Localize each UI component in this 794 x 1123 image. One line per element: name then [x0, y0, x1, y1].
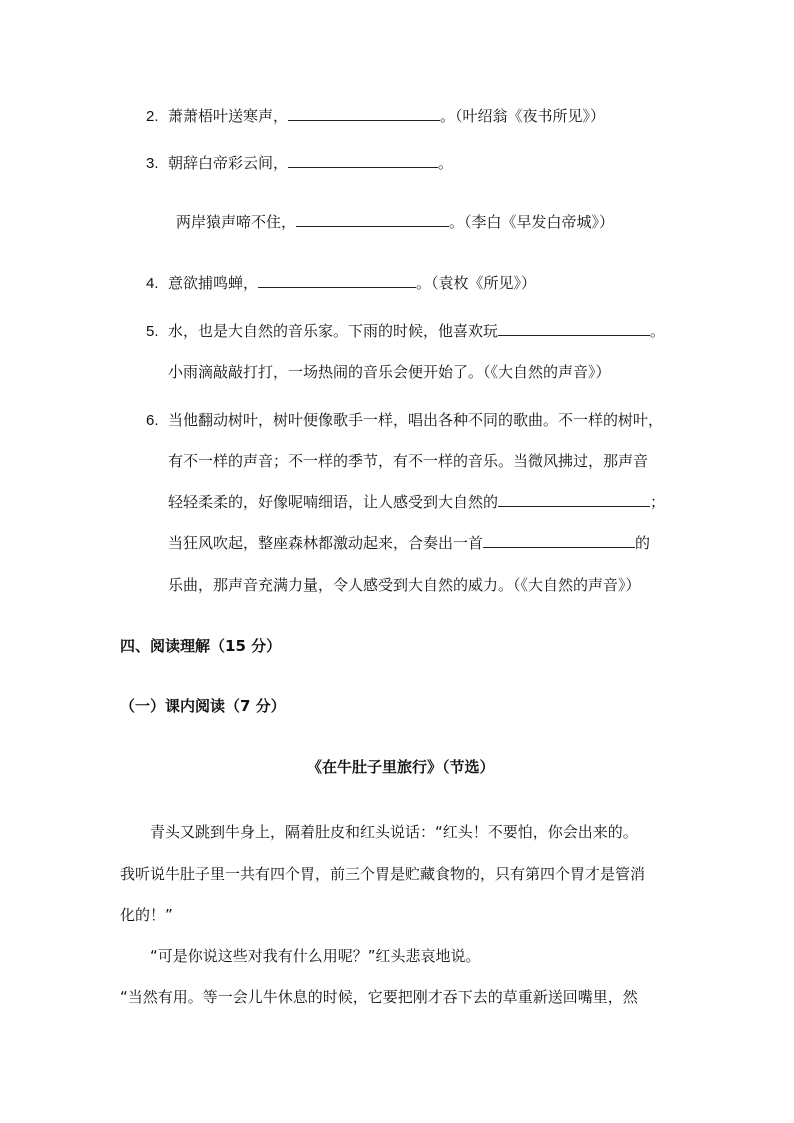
question-punct: 的	[635, 534, 651, 552]
question-6-line-4	[168, 533, 650, 553]
question-source: 。（李白《早发白帝城》）	[449, 213, 615, 231]
passage-line: 我听说牛肚子里一共有四个胃，前三个胃是贮藏食物的，只有第四个胃才是管消	[120, 865, 646, 883]
question-3-line-1	[146, 153, 453, 174]
question-6-line-1	[146, 410, 663, 431]
answer-blank[interactable]	[288, 153, 438, 168]
question-source: 。（袁枚《所见》）	[416, 274, 537, 292]
passage-line: “可是你说这些对我有什么用呢？”红头悲哀地说。	[150, 947, 481, 965]
question-text: 朝辞白帝彩云间，	[168, 154, 289, 172]
question-text: 两岸猿声啼不住，	[176, 213, 297, 231]
question-text: 当他翻动树叶，树叶便像歌手一样，唱出各种不同的歌曲。不一样的树叶，	[168, 411, 664, 429]
question-text: 轻轻柔柔的，好像呢喃细语，让人感受到大自然的	[168, 493, 499, 511]
answer-blank[interactable]	[258, 273, 416, 288]
passage-line: 化的！”	[120, 906, 173, 924]
answer-blank[interactable]	[296, 212, 449, 227]
question-source: 。（叶绍翁《夜书所见》）	[440, 107, 606, 125]
section-heading: 四、阅读理解（15 分）	[120, 637, 282, 655]
question-5-line-1	[146, 321, 665, 342]
question-6-line-3	[168, 492, 665, 512]
question-4	[146, 273, 536, 294]
question-number: 4.	[146, 275, 159, 292]
question-text: 乐曲，那声音充满力量，令人感受到大自然的威力。（《大自然的声音》）	[168, 576, 641, 594]
question-3-line-2	[176, 212, 614, 232]
question-5-line-2	[168, 362, 611, 382]
passage-line: “当然有用。等一会儿牛休息的时候，它要把刚才吞下去的草重新送回嘴里，然	[120, 988, 638, 1006]
question-text: 萧萧梧叶送寒声，	[168, 107, 289, 125]
question-6-line-2	[168, 451, 648, 471]
question-text: 意欲捕鸣蝉，	[168, 274, 259, 292]
question-text: 小雨滴敲敲打打，一场热闹的音乐会便开始了。（《大自然的声音》）	[168, 363, 611, 381]
question-punct: ；	[650, 493, 666, 511]
question-number: 5.	[146, 323, 159, 340]
answer-blank[interactable]	[498, 492, 650, 507]
passage-title: 《在牛肚子里旅行》（节选）	[307, 758, 495, 776]
question-text: 有不一样的声音；不一样的季节，有不一样的音乐。当微风拂过，那声音	[168, 452, 649, 470]
question-punct: 。	[650, 322, 666, 340]
subsection-heading: （一）课内阅读（7 分）	[120, 697, 286, 715]
question-2	[146, 106, 605, 127]
question-text: 当狂风吹起，整座森林都激动起来，合奏出一首	[168, 534, 484, 552]
question-text: 水，也是大自然的音乐家。下雨的时候，他喜欢玩	[168, 322, 499, 340]
answer-blank[interactable]	[498, 321, 650, 336]
question-6-line-5	[168, 575, 641, 595]
question-number: 2.	[146, 108, 159, 125]
answer-blank[interactable]	[288, 106, 440, 121]
answer-blank[interactable]	[483, 533, 635, 548]
passage-line: 青头又跳到牛身上，隔着肚皮和红头说话：“红头！不要怕，你会出来的。	[150, 823, 638, 841]
question-number: 3.	[146, 155, 159, 172]
question-punct: 。	[438, 154, 454, 172]
question-number: 6.	[146, 412, 159, 429]
